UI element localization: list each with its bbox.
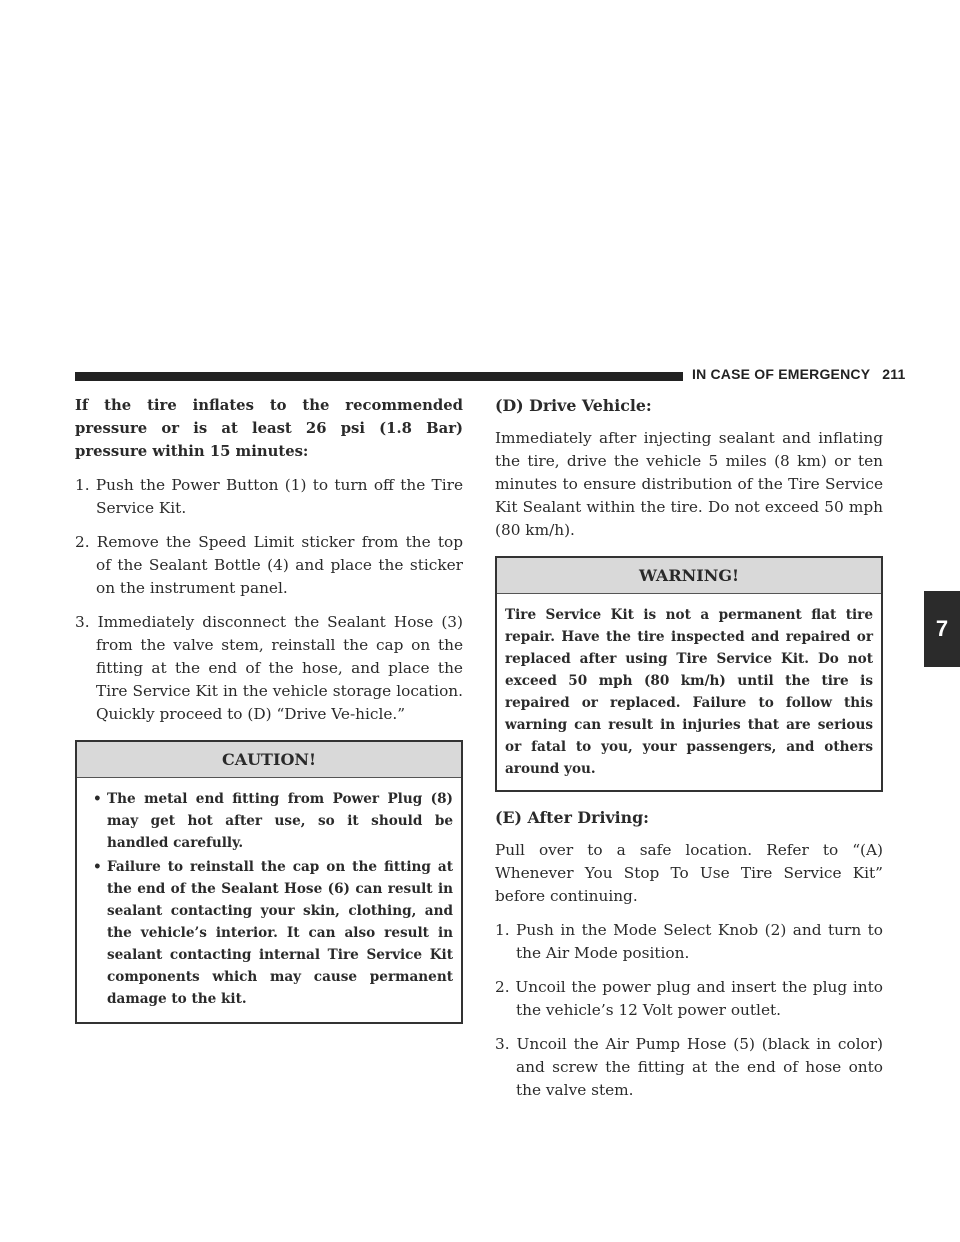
caution-title: CAUTION! bbox=[77, 742, 461, 778]
warning-box bbox=[495, 556, 883, 792]
warning-body bbox=[497, 594, 881, 790]
list-item: 1. Push in the Mode Select Knob (2) and turn to the Air Mode position. bbox=[495, 921, 883, 962]
list-item: 2. Remove the Speed Limit sticker from the top of the Sealant Bottle (4) and place the sticker on the instrument panel. bbox=[75, 533, 463, 597]
right-steps-list bbox=[495, 919, 883, 1102]
after-paragraph: Pull over to a safe location. Refer to “(A) Whenever You Stop To Use Tire Service Kit” before continuing. bbox=[495, 841, 883, 905]
list-item: 1. Push the Power Button (1) to turn off the Tire Service Kit. bbox=[75, 476, 463, 517]
drive-paragraph: Immediately after injecting sealant and inflating the tire, drive the vehicle 5 miles (8 km) or ten minutes to ensure distribution of the Tire Service Kit Sealant within the tire. Do not exceed 50 mph (80 km/h). bbox=[495, 429, 883, 539]
caution-body bbox=[77, 778, 461, 1022]
bullet-icon: • bbox=[93, 791, 102, 807]
running-header bbox=[692, 366, 905, 382]
drive-heading: (D) Drive Vehicle: bbox=[495, 396, 652, 415]
warning-text: Tire Service Kit is not a permanent flat tire repair. Have the tire inspected and repaired or replaced after using Tire Service Kit. Do not exceed 50 mph (80 km/h) until the tire is repaired or replaced. Failure to follow this warning can result in injuries that are serious or fatal to you, your passengers, and others around you. bbox=[505, 607, 873, 777]
caution-list bbox=[85, 788, 453, 1010]
warning-title: WARNING! bbox=[497, 558, 881, 594]
left-steps-list bbox=[75, 474, 463, 726]
intro-paragraph: If the tire inflates to the recommended pressure or is at least 26 psi (1.8 Bar) pressure within 15 minutes: bbox=[75, 397, 463, 460]
caution-item-text: The metal end fitting from Power Plug (8) may get hot after use, so it should be handled carefully. bbox=[107, 791, 453, 851]
left-column bbox=[75, 394, 463, 1038]
list-item: 3. Immediately disconnect the Sealant Hose (3) from the valve stem, reinstall the cap on the fitting at the end of the hose, and place the Tire Service Kit in the vehicle storage location. Quickly proceed to (D) “Drive Ve-hicle.” bbox=[75, 613, 463, 723]
right-column bbox=[495, 394, 883, 1113]
list-item bbox=[85, 856, 453, 1010]
header-rule bbox=[75, 372, 683, 381]
page-number: 211 bbox=[882, 366, 906, 382]
caution-item-text: Failure to reinstall the cap on the fitting at the end of the Sealant Hose (6) can result in sealant contacting your skin, clothing, and the vehicle’s interior. It can also result in sealant contacting internal Tire Service Kit components which may cause permanent damage to the kit. bbox=[107, 859, 453, 1007]
list-item: 3. Uncoil the Air Pump Hose (5) (black in color) and screw the fitting at the end of hose onto the valve stem. bbox=[495, 1035, 883, 1099]
list-item bbox=[85, 788, 453, 854]
after-heading: (E) After Driving: bbox=[495, 808, 649, 827]
list-item: 2. Uncoil the power plug and insert the plug into the vehicle’s 12 Volt power outlet. bbox=[495, 978, 883, 1019]
bullet-icon: • bbox=[93, 859, 102, 875]
section-title: IN CASE OF EMERGENCY bbox=[692, 366, 870, 382]
chapter-tab: 7 bbox=[924, 591, 960, 667]
caution-box bbox=[75, 740, 463, 1024]
